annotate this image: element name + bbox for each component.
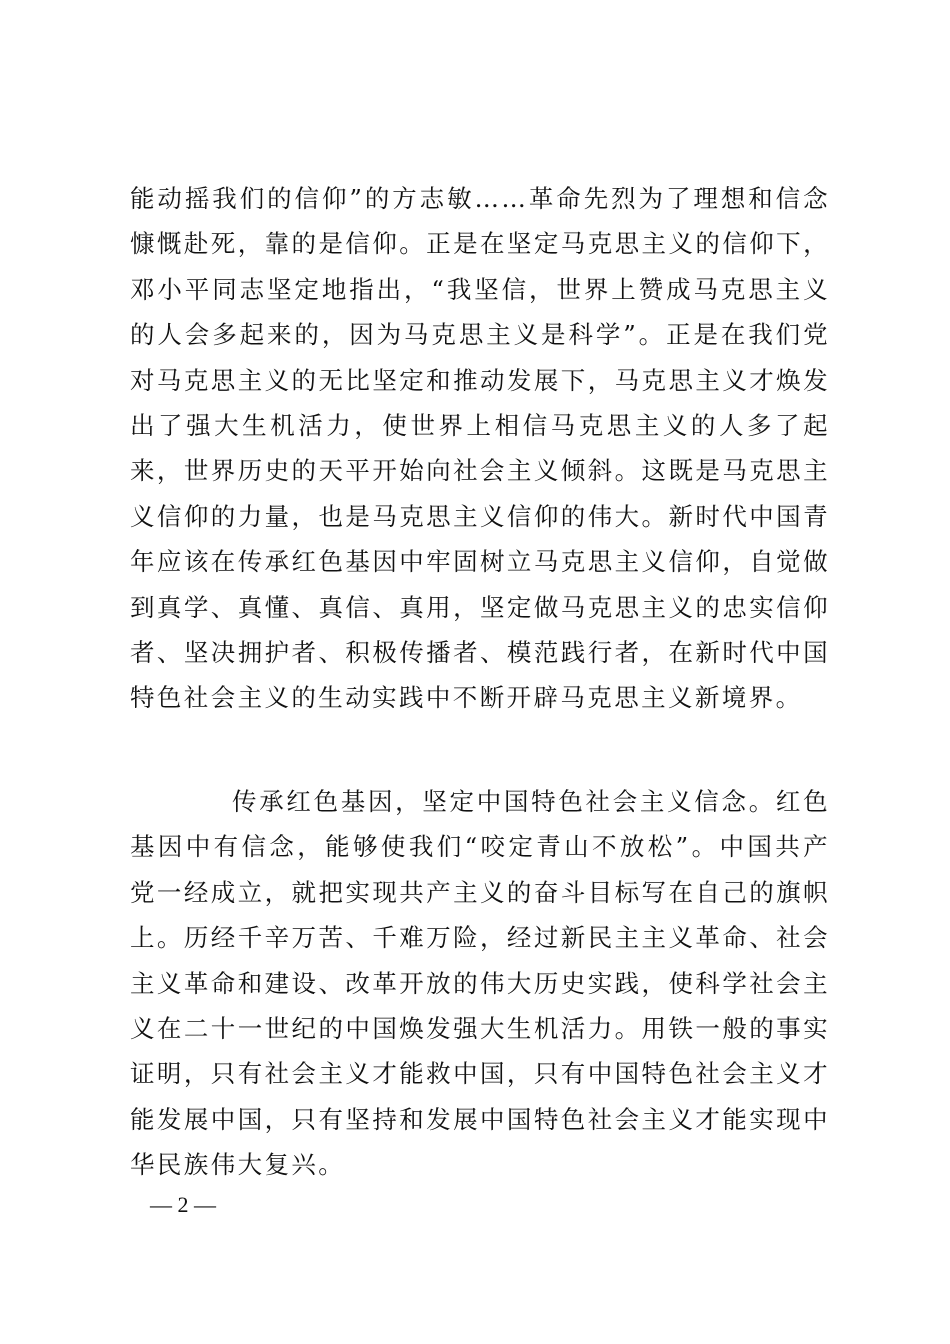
page-number: — 2 — — [150, 1192, 216, 1217]
body-paragraph-continuation: 能动摇我们的信仰”的方志敏……革命先烈为了理想和信念慷慨赴死，靠的是信仰。正是在坚定马克思主义的信仰下，邓小平同志坚定地指出，“我坚信，世界上赞成马克思主义的人会多起来的，因为马克思主义是科学”。正是在我们党对马克思主义的无比坚定和推动发展下，马克思主义才焕发出了强大生机活力，使世界上相信马克思主义的人多了起来，世界历史的天平开始向社会主义倾斜。这既是马克思主义信仰的力量，也是马克思主义信仰的伟大。新时代中国青年应该在传承红色基因中牢固树立马克思主义信仰，自觉做到真学、真懂、真信、真用，坚定做马克思主义的忠实信仰者、坚决拥护者、积极传播者、模范践行者，在新时代中国特色社会主义的生动实践中不断开辟马克思主义新境界。 — [130, 184, 830, 713]
body-paragraph-red-gene-belief: 传承红色基因，坚定中国特色社会主义信念。红色基因中有信念，能够使我们“咬定青山不放松”。中国共产党一经成立，就把实现共产主义的奋斗目标写在自己的旗帜上。历经千辛万苦、千难万险，经过新民主主义革命、社会主义革命和建设、改革开放的伟大历史实践，使科学社会主义在二十一世纪的中国焕发强大生机活力。用铁一般的事实证明，只有社会主义才能救中国，只有中国特色社会主义才能发展中国，只有坚持和发展中国特色社会主义才能实现中华民族伟大复兴。 — [130, 787, 830, 1180]
